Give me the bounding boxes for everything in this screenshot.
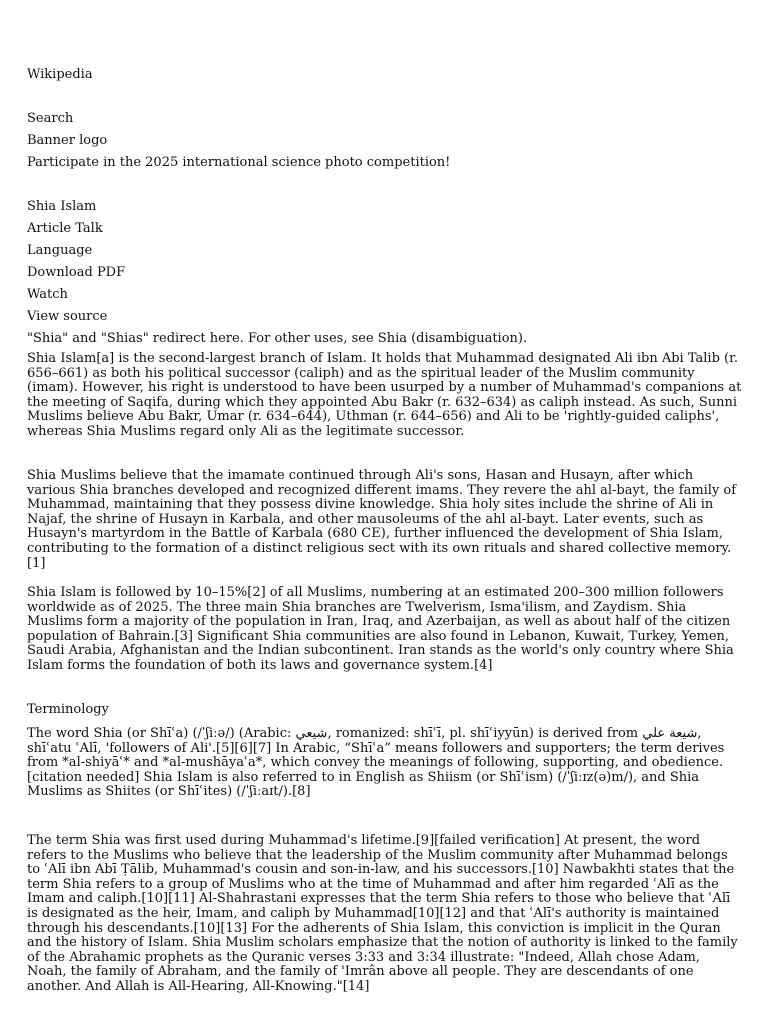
- banner-logo[interactable]: Banner logo: [27, 133, 108, 148]
- intro-paragraph-1: Shia Islam[a] is the second-largest branch of Islam. It holds that Muhammad designated Ali ibn Abi Talib (r. 656–661) as both his political successor (caliph) and as the spiritual leader of the Muslim community (imam). However, his right is understood to have been usurped by a number of Muhammad's companions at the meeting of Saqifa, during which they appointed Abu Bakr (r. 632–634) as caliph instead. As such, Sunni Muslims believe Abu Bakr, Umar (r. 634–644), Uthman (r. 644–656) and Ali to be 'rightly-guided caliphs', whereas Shia Muslims regard only Ali as the legitimate successor.: [27, 351, 742, 439]
- article-talk-tabs[interactable]: Article Talk: [27, 221, 103, 236]
- search-link[interactable]: Search: [27, 111, 74, 126]
- terminology-text-3: , shīʿatu ʿAlī, 'followers of Ali'.[5][6][7] In Arabic, “Shīʿa” means followers and supporters; the term derives from *al-shiyāʿ* and *al-mushāyaʿa*, which convey the meanings of following, supporting, and obedience.[citation needed] Shia Islam is also referred to in English as Shiism (or Shīʿism) (/ˈʃiːɪz(ə)m/), and Shia Muslims as Shiites (or Shīʿites) (/ˈʃiːaɪt/).[8]: [27, 726, 725, 800]
- banner-text-link[interactable]: Participate in the 2025 international science photo competition!: [27, 155, 451, 170]
- terminology-text-1: The word Shia (or Shīʿa) (/ˈʃiːə/) (Arabic:: [27, 726, 296, 741]
- terminology-paragraph: [27, 727, 743, 800]
- arabic-term-shii: شيعي: [295, 726, 328, 741]
- language-button[interactable]: Language: [27, 243, 93, 258]
- page-title: Shia Islam: [27, 199, 97, 214]
- terminology-text-2: , romanized: shīʿī, pl. shīʿiyyūn) is derived from: [327, 726, 643, 741]
- terminology-paragraph-2: The term Shia was first used during Muhammad's lifetime.[9][failed verification] At present, the word refers to the Muslims who believe that the leadership of the Muslim community after Muhammad belongs to ʿAlī ibn Abī Ṭālib, Muhammad's cousin and son-in-law, and his successors.[10] Nawbakhti states that the term Shia refers to a group of Muslims who at the time of Muhammad and after him regarded ʿAlī as the Imam and caliph.[10][11] Al-Shahrastani expresses that the term Shia refers to those who believe that ʿAlī is designated as the heir, Imam, and caliph by Muhammad[10][12] and that ʿAlī's authority is maintained through his descendants.[10][13] For the adherents of Shia Islam, this conviction is implicit in the Quran and the history of Islam. Shia Muslim scholars emphasize that the notion of authority is linked to the family of the Abrahamic prophets as the Quranic verses 3:33 and 3:34 illustrate: "Indeed, Allah chose Adam, Noah, the family of Abraham, and the family of 'Imrân above all people. They are descendants of one another. And Allah is All-Hearing, All-Knowing."[14]: [27, 833, 738, 994]
- hatnote: "Shia" and "Shias" redirect here. For other uses, see Shia (disambiguation).: [27, 331, 528, 346]
- download-pdf-link[interactable]: Download PDF: [27, 265, 126, 280]
- intro-paragraph-2: Shia Muslims believe that the imamate continued through Ali's sons, Hasan and Husayn, after which various Shia branches developed and recognized different imams. They revere the ahl al-bayt, the family of Muhammad, maintaining that they possess divine knowledge. Shia holy sites include the shrine of Ali in Najaf, the shrine of Husayn in Karbala, and other mausoleums of the ahl al-bayt. Later events, such as Husayn's martyrdom in the Battle of Karbala (680 CE), further influenced the development of Shia Islam, contributing to the formation of a distinct religious sect with its own rituals and shared collective memory.[1]: [27, 468, 737, 571]
- site-name-link[interactable]: Wikipedia: [27, 67, 93, 82]
- view-source-link[interactable]: View source: [27, 309, 108, 324]
- intro-paragraph-3: Shia Islam is followed by 10–15%[2] of all Muslims, numbering at an estimated 200–300 million followers worldwide as of 2025. The three main Shia branches are Twelverism, Isma'ilism, and Zaydism. Shia Muslims form a majority of the population in Iran, Iraq, and Azerbaijan, as well as about half of the citizen population of Bahrain.[3] Significant Shia communities are also found in Lebanon, Kuwait, Turkey, Yemen, Saudi Arabia, Afghanistan and the Indian subcontinent. Iran stands as the world's only country where Shia Islam forms the foundation of both its laws and governance system.[4]: [27, 585, 734, 673]
- watch-link[interactable]: Watch: [27, 287, 68, 302]
- arabic-term-shiat-ali: شيعة علي: [642, 726, 698, 741]
- terminology-heading: Terminology: [27, 702, 109, 717]
